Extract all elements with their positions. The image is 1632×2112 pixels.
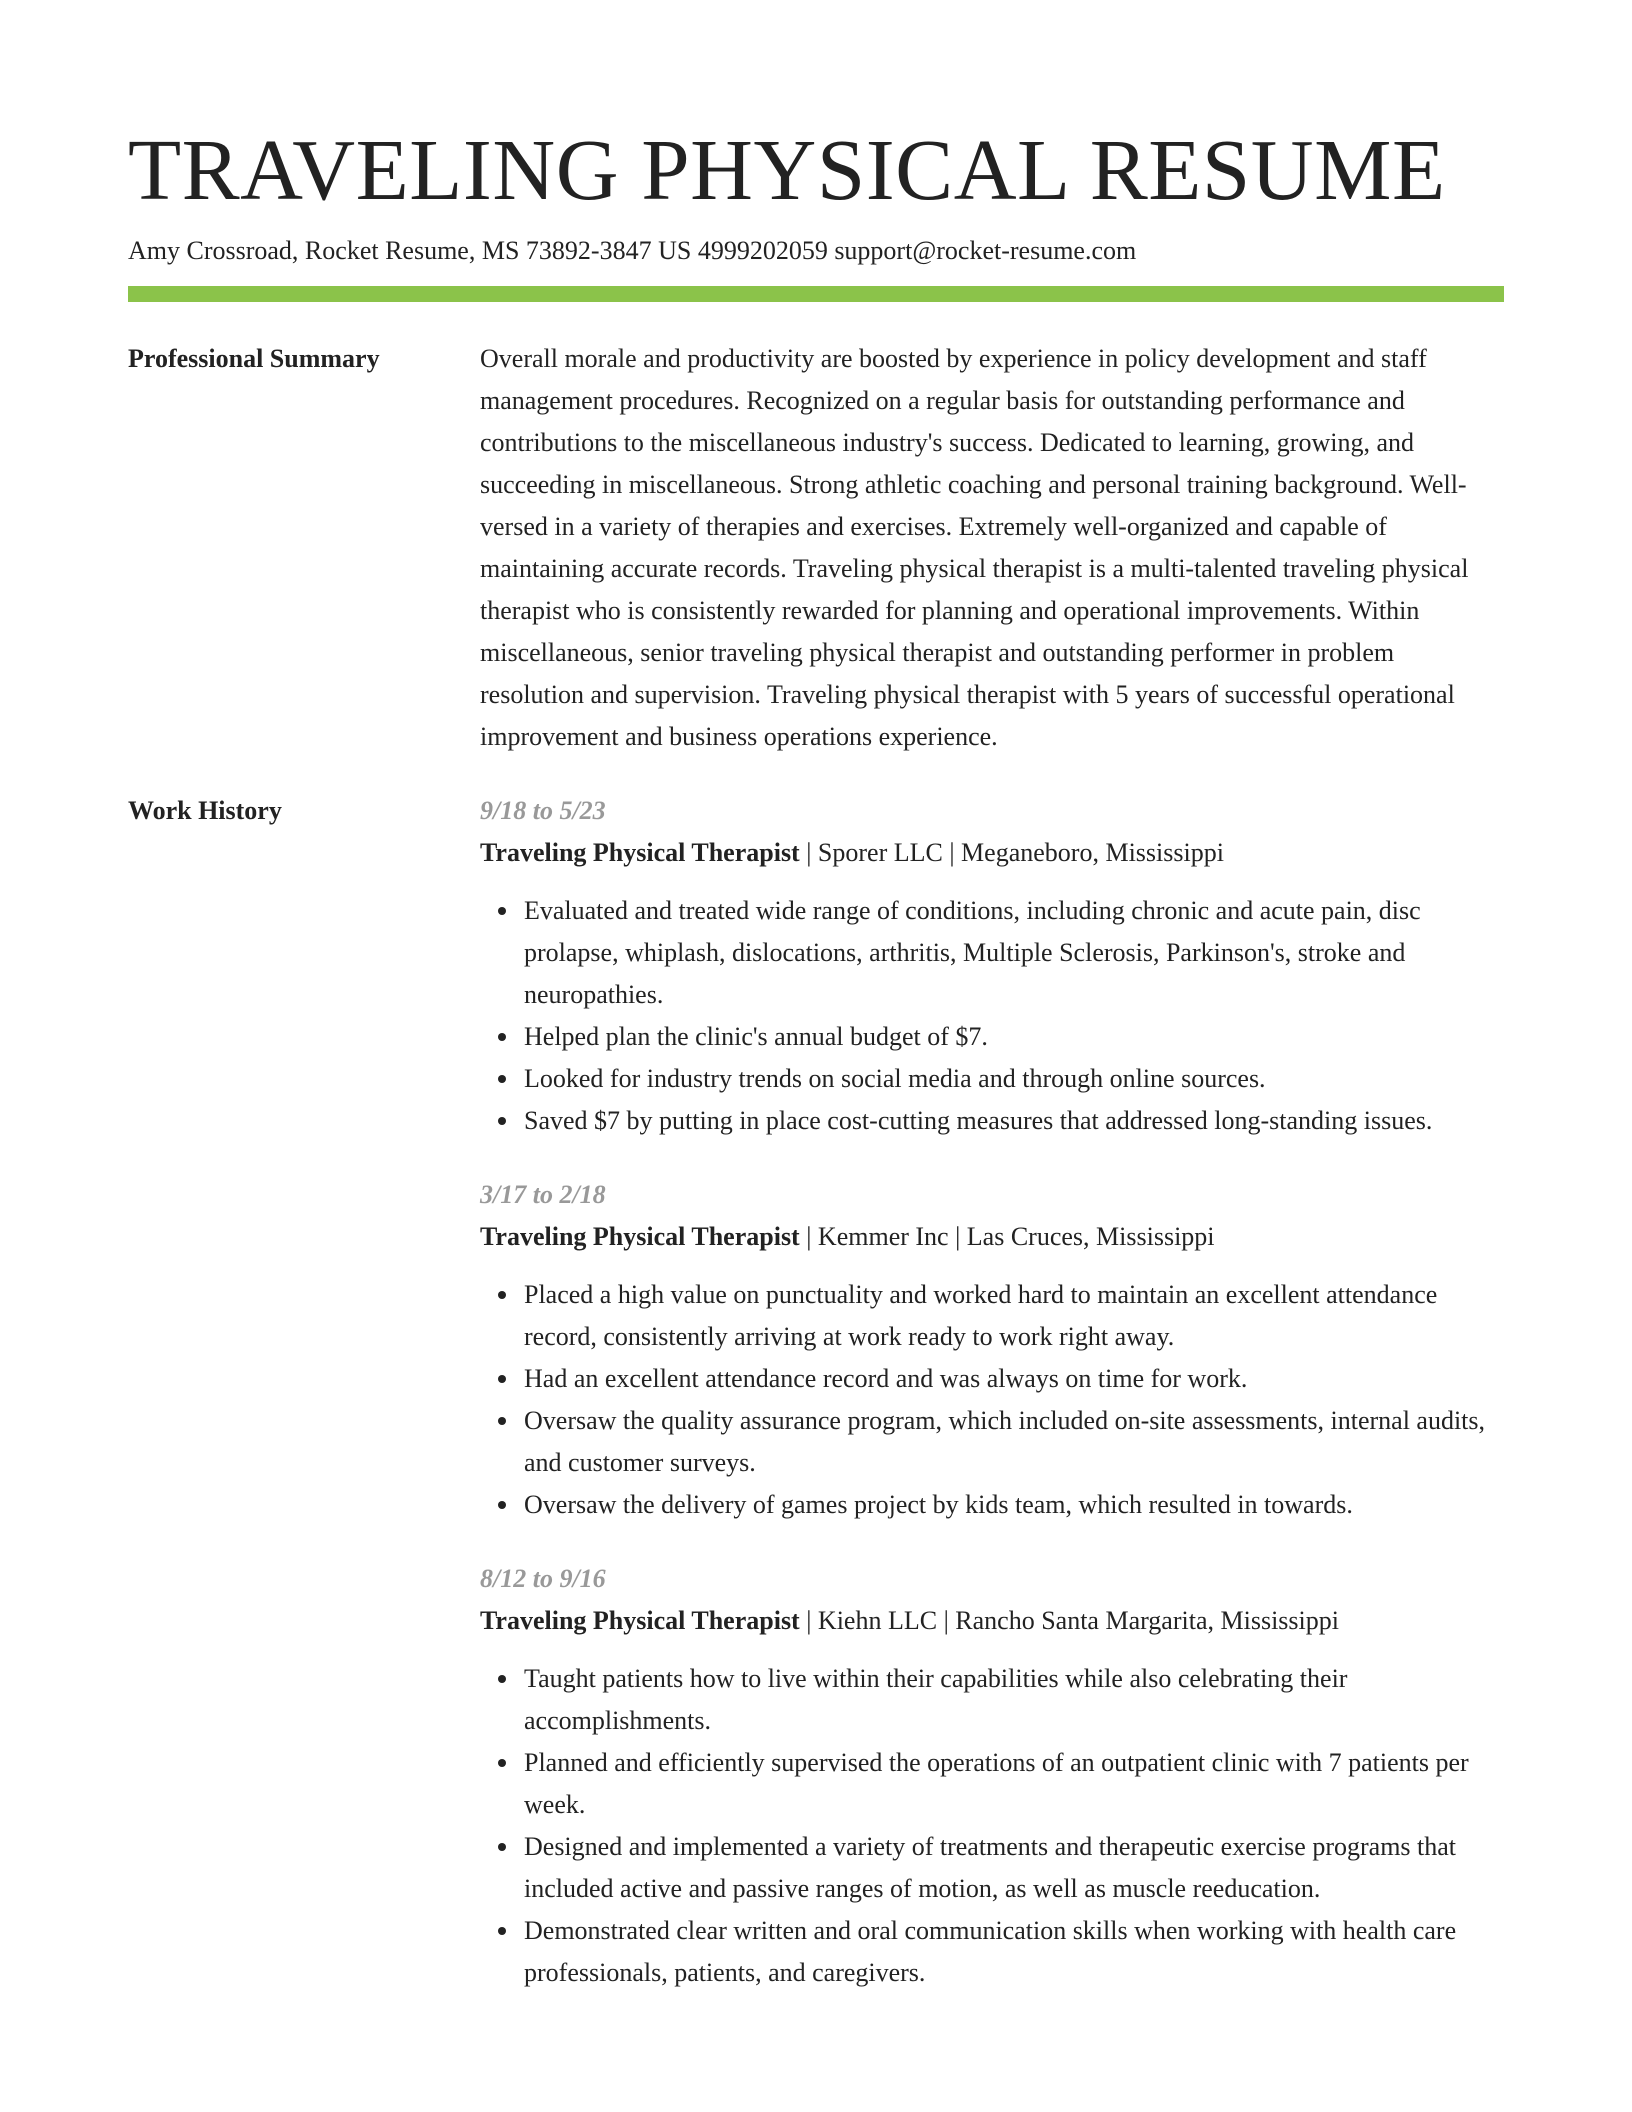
job-entry: [480, 1558, 1504, 1994]
job-title-line: [480, 1216, 1504, 1258]
job-title-line: [480, 1600, 1504, 1642]
job-bullet: Planned and efficiently supervised the operations of an outpatient clinic with 7 patients per week.: [524, 1742, 1504, 1826]
job-employer-location: | Kemmer Inc | Las Cruces, Mississippi: [799, 1222, 1215, 1251]
job-role: Traveling Physical Therapist: [480, 1222, 800, 1251]
job-entry: [480, 1174, 1504, 1526]
section-label-work-history: Work History: [128, 796, 282, 825]
job-dates: 9/18 to 5/23: [480, 796, 606, 825]
job-bullet: Had an excellent attendance record and was always on time for work.: [524, 1358, 1504, 1400]
job-bullet: Saved $7 by putting in place cost-cutting measures that addressed long-standing issues.: [524, 1100, 1504, 1142]
job-role: Traveling Physical Therapist: [480, 838, 800, 867]
job-dates: 8/12 to 9/16: [480, 1564, 606, 1593]
job-bullet: Designed and implemented a variety of treatments and therapeutic exercise programs that included active and passive ranges of motion, as well as muscle reeducation.: [524, 1826, 1504, 1910]
job-bullet: Helped plan the clinic's annual budget of $7.: [524, 1016, 1504, 1058]
job-title-line: [480, 832, 1504, 874]
job-bullet: Looked for industry trends on social media and through online sources.: [524, 1058, 1504, 1100]
job-bullets: [480, 890, 1504, 1142]
job-employer-location: | Sporer LLC | Meganeboro, Mississippi: [799, 838, 1224, 867]
work-history-body: [480, 790, 1504, 1994]
job-bullet: Evaluated and treated wide range of conditions, including chronic and acute pain, disc prolapse, whiplash, dislocations, arthritis, Multiple Sclerosis, Parkinson's, stroke and neuropathies.: [524, 890, 1504, 1016]
job-entry: [480, 790, 1504, 1142]
job-bullet: Oversaw the quality assurance program, which included on-site assessments, internal audits, and customer surveys.: [524, 1400, 1504, 1484]
resume-page: [128, 118, 1504, 1994]
job-bullet: Placed a high value on punctuality and worked hard to maintain an excellent attendance record, consistently arriving at work ready to work right away.: [524, 1274, 1504, 1358]
job-role: Traveling Physical Therapist: [480, 1606, 800, 1635]
professional-summary-section: [128, 338, 1504, 758]
header-divider: [128, 286, 1504, 302]
contact-line: Amy Crossroad, Rocket Resume, MS 73892-3847 US 4999202059 support@rocket-resume.com: [128, 236, 1137, 265]
section-label-summary: Professional Summary: [128, 344, 380, 373]
job-employer-location: | Kiehn LLC | Rancho Santa Margarita, Mississippi: [799, 1606, 1339, 1635]
summary-text: Overall morale and productivity are boosted by experience in policy development and staff management procedures. Recognized on a regular basis for outstanding performance and contributions to the miscellaneous industry's success. Dedicated to learning, growing, and succeeding in miscellaneous. Strong athletic coaching and personal training background. Well-versed in a variety of therapies and exercises. Extremely well-organized and capable of maintaining accurate records. Traveling physical therapist is a multi-talented traveling physical therapist who is consistently rewarded for planning and operational improvements. Within miscellaneous, senior traveling physical therapist and outstanding performer in problem resolution and supervision. Traveling physical therapist with 5 years of successful operational improvement and business operations experience.: [480, 344, 1469, 751]
work-history-section: [128, 790, 1504, 1994]
summary-body: [480, 338, 1504, 758]
resume-title: TRAVELING PHYSICAL RESUME: [128, 121, 1446, 218]
job-dates: 3/17 to 2/18: [480, 1180, 606, 1209]
job-bullets: [480, 1658, 1504, 1994]
job-bullet: Demonstrated clear written and oral communication skills when working with health care professionals, patients, and caregivers.: [524, 1910, 1504, 1994]
job-bullet: Taught patients how to live within their capabilities while also celebrating their accomplishments.: [524, 1658, 1504, 1742]
job-bullet: Oversaw the delivery of games project by kids team, which resulted in towards.: [524, 1484, 1504, 1526]
job-bullets: [480, 1274, 1504, 1526]
